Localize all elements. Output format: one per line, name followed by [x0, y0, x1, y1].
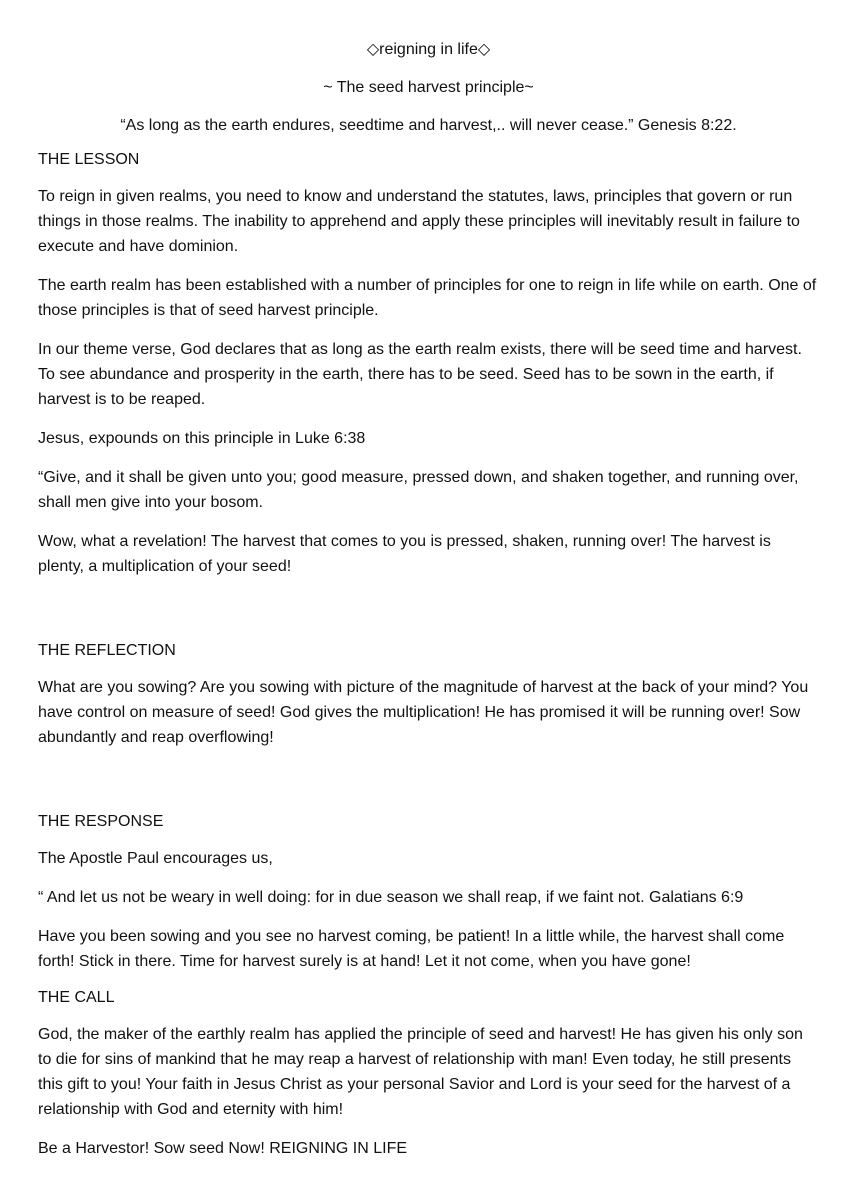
scripture-quote: “Give, and it shall be given unto you; good measure, pressed down, and shaken together, and running over, shall men give into your bosom.: [38, 469, 799, 511]
theme-verse: “As long as the earth endures, seedtime and harvest,.. will never cease.” Genesis 8:22.: [120, 117, 737, 134]
lesson-paragraph: In our theme verse, God declares that as long as the earth realm exists, there will be seed time and harvest. To see abundance and prosperity in the earth, there has to be seed. Seed has to be sown in the earth, if harvest is to be reaped.: [38, 341, 802, 408]
call-paragraph: God, the maker of the earthly realm has applied the principle of seed and harvest! He has given his only son to die for sins of mankind that he may reap a harvest of relationship with man! Even today, he still presents this gift to you! Your faith in Jesus Christ as your personal Savior and Lord is your seed for the harvest of a relationship with God and eternity with him!: [38, 1026, 803, 1118]
scripture-quote: “ And let us not be weary in well doing: for in due season we shall reap, if we faint not. Galatians 6:9: [38, 889, 744, 906]
response-paragraph: The Apostle Paul encourages us,: [38, 850, 273, 867]
reflection-paragraph: What are you sowing? Are you sowing with picture of the magnitude of harvest at the back of your mind? You have control on measure of seed! God gives the multiplication! He has promised it will be running over! Sow abundantly and reap overflowing!: [38, 679, 809, 746]
lesson-paragraph: The earth realm has been established with a number of principles for one to reign in life while on earth. One of those principles is that of seed harvest principle.: [38, 277, 817, 319]
call-heading: THE CALL: [38, 989, 115, 1006]
closing-line: Be a Harvestor! Sow seed Now! REIGNING IN LIFE: [38, 1140, 408, 1157]
lesson-paragraph: Jesus, expounds on this principle in Luke 6:38: [38, 430, 366, 447]
lesson-paragraph: Wow, what a revelation! The harvest that comes to you is pressed, shaken, running over! The harvest is plenty, a multiplication of your seed!: [38, 533, 771, 575]
lesson-heading: THE LESSON: [38, 151, 140, 168]
lesson-paragraph: To reign in given realms, you need to know and understand the statutes, laws, principles that govern or run things in those realms. The inability to apprehend and apply these principles will inevitably result in failure to execute and have dominion.: [38, 188, 800, 255]
document-subtitle: ~ The seed harvest principle~: [323, 79, 534, 96]
reflection-heading: THE REFLECTION: [38, 642, 176, 659]
response-heading: THE RESPONSE: [38, 813, 164, 830]
document-title: ◇reigning in life◇: [366, 41, 491, 58]
response-paragraph: Have you been sowing and you see no harvest coming, be patient! In a little while, the harvest shall come forth! Stick in there. Time for harvest surely is at hand! Let it not come, when you have gone!: [38, 928, 785, 970]
